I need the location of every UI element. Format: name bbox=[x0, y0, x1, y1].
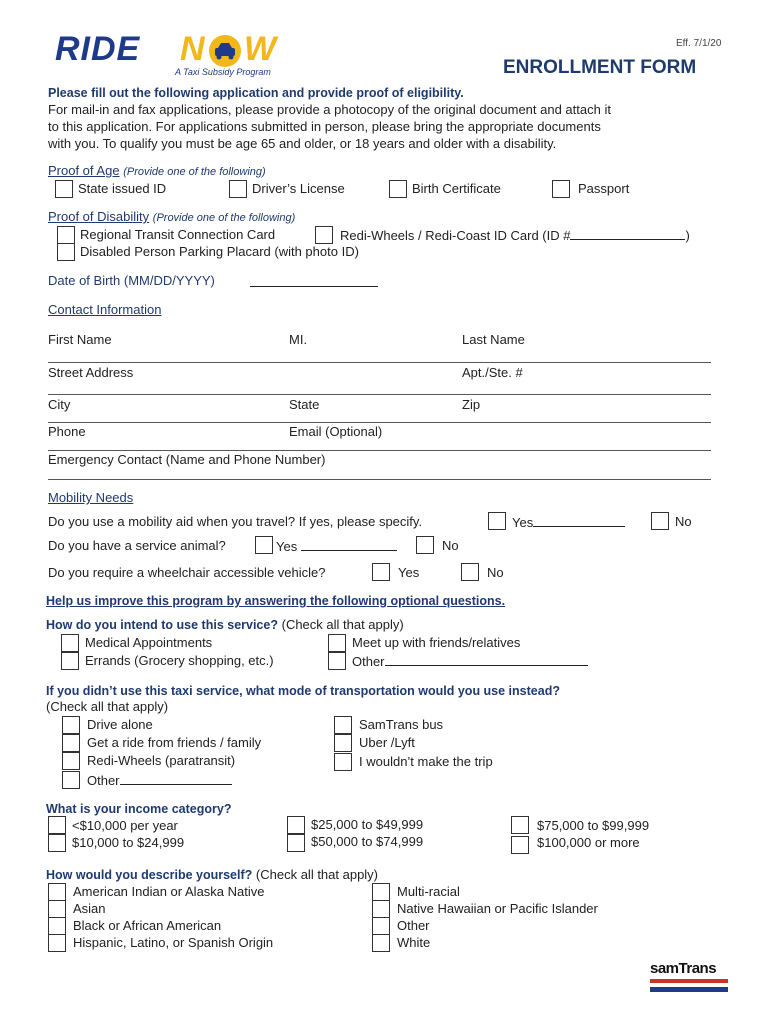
alt-none-label: I wouldn’t make the trip bbox=[359, 754, 493, 769]
mobility-aid-yes-checkbox[interactable] bbox=[488, 512, 506, 530]
income-75-100k-checkbox[interactable] bbox=[511, 816, 529, 834]
email-label: Email (Optional) bbox=[289, 424, 383, 439]
dob-label: Date of Birth (MM/DD/YYYY) bbox=[48, 273, 215, 288]
age-birth-certificate-checkbox[interactable] bbox=[389, 180, 407, 198]
emergency-input-line[interactable] bbox=[48, 479, 711, 480]
service-animal-yes-label: Yes bbox=[276, 538, 397, 555]
intro-line-2: to this application. For applications submitted in person, please bring the appropriate documents bbox=[48, 119, 601, 134]
phone-label: Phone bbox=[48, 424, 86, 439]
age-passport-checkbox[interactable] bbox=[552, 180, 570, 198]
alt-other-checkbox[interactable] bbox=[62, 771, 80, 789]
zip-label: Zip bbox=[462, 397, 481, 412]
eth-hispanic-checkbox[interactable] bbox=[48, 934, 66, 952]
alt-redi-label: Redi-Wheels (paratransit) bbox=[87, 753, 236, 768]
effective-date: Eff. 7/1/20 bbox=[676, 38, 722, 49]
alt-mode-hint: (Check all that apply) bbox=[46, 699, 169, 714]
disability-rtc-label: Regional Transit Connection Card bbox=[80, 227, 276, 242]
income-lt10k-label: <$10,000 per year bbox=[72, 818, 178, 833]
income-100k-plus-label: $100,000 or more bbox=[537, 835, 640, 850]
income-75-100k-label: $75,000 to $99,999 bbox=[537, 818, 650, 833]
age-drivers-license-checkbox[interactable] bbox=[229, 180, 247, 198]
eth-white-label: White bbox=[397, 935, 431, 950]
mobility-aid-question: Do you use a mobility aid when you travel? If yes, please specify. bbox=[48, 514, 423, 529]
intend-other-checkbox[interactable] bbox=[328, 652, 346, 670]
intend-medical-checkbox[interactable] bbox=[61, 634, 79, 652]
alt-bus-label: SamTrans bus bbox=[359, 717, 444, 732]
disability-rediwheels-checkbox[interactable] bbox=[315, 226, 333, 244]
alt-ride-label: Get a ride from friends / family bbox=[87, 735, 262, 750]
eth-american-indian-label: American Indian or Alaska Native bbox=[73, 884, 265, 899]
page-title: ENROLLMENT FORM bbox=[503, 57, 697, 78]
name-input-line[interactable] bbox=[48, 362, 711, 363]
proof-age-label: Proof of Age (Provide one of the following) bbox=[48, 163, 266, 178]
alt-redi-checkbox[interactable] bbox=[62, 752, 80, 770]
eth-multiracial-label: Multi-racial bbox=[397, 884, 460, 899]
disability-rediwheels-label: Redi-Wheels / Redi-Coast ID Card (ID # ) bbox=[340, 228, 690, 243]
intend-meet-checkbox[interactable] bbox=[328, 634, 346, 652]
wheelchair-yes-checkbox[interactable] bbox=[372, 563, 390, 581]
alt-drive-checkbox[interactable] bbox=[62, 716, 80, 734]
logo-now-n: N bbox=[180, 30, 205, 68]
dob-input[interactable] bbox=[250, 286, 378, 287]
income-50-75k-checkbox[interactable] bbox=[287, 834, 305, 852]
eth-hispanic-label: Hispanic, Latino, or Spanish Origin bbox=[73, 935, 274, 950]
service-animal-yes-checkbox[interactable] bbox=[255, 536, 273, 554]
alt-ride-checkbox[interactable] bbox=[62, 734, 80, 752]
logo-ride: RIDE bbox=[55, 30, 141, 68]
emergency-label: Emergency Contact (Name and Phone Number) bbox=[48, 452, 326, 467]
alt-none-checkbox[interactable] bbox=[334, 753, 352, 771]
intro-line-1: For mail-in and fax applications, please provide a photocopy of the original document and attach it bbox=[48, 102, 611, 117]
taxi-icon bbox=[206, 34, 244, 68]
mobility-heading: Mobility Needs bbox=[48, 490, 134, 505]
mobility-aid-no-checkbox[interactable] bbox=[651, 512, 669, 530]
logo-tagline: A Taxi Subsidy Program bbox=[175, 67, 271, 77]
age-drivers-license-label: Driver’s License bbox=[252, 181, 345, 196]
service-animal-no-label: No bbox=[442, 538, 459, 553]
eth-other-checkbox[interactable] bbox=[372, 917, 390, 935]
income-10-25k-label: $10,000 to $24,999 bbox=[72, 835, 185, 850]
wheelchair-no-checkbox[interactable] bbox=[461, 563, 479, 581]
alt-bus-checkbox[interactable] bbox=[334, 716, 352, 734]
income-10-25k-checkbox[interactable] bbox=[48, 834, 66, 852]
age-state-id-label: State issued ID bbox=[78, 181, 167, 196]
ethnicity-question: How would you describe yourself? (Check all that apply) bbox=[46, 867, 379, 882]
first-name-label: First Name bbox=[48, 332, 112, 347]
alt-uber-checkbox[interactable] bbox=[334, 734, 352, 752]
disability-rtc-checkbox[interactable] bbox=[57, 226, 75, 244]
intend-medical-label: Medical Appointments bbox=[85, 635, 213, 650]
eth-pacific-islander-checkbox[interactable] bbox=[372, 900, 390, 918]
income-50-75k-label: $50,000 to $74,999 bbox=[311, 834, 424, 849]
contact-heading: Contact Information bbox=[48, 302, 162, 317]
apt-label: Apt./Ste. # bbox=[462, 365, 523, 380]
logo-now-w: W bbox=[244, 30, 277, 68]
proof-disability-label: Proof of Disability (Provide one of the following) bbox=[48, 209, 296, 224]
age-birth-certificate-label: Birth Certificate bbox=[412, 181, 501, 196]
eth-black-checkbox[interactable] bbox=[48, 917, 66, 935]
eth-american-indian-checkbox[interactable] bbox=[48, 883, 66, 901]
income-question: What is your income category? bbox=[46, 802, 232, 816]
disability-placard-checkbox[interactable] bbox=[57, 243, 75, 261]
intend-meet-label: Meet up with friends/relatives bbox=[352, 635, 521, 650]
income-100k-plus-checkbox[interactable] bbox=[511, 836, 529, 854]
wheelchair-no-label: No bbox=[487, 565, 504, 580]
ridenow-logo bbox=[55, 30, 300, 80]
wheelchair-question: Do you require a wheelchair accessible vehicle? bbox=[48, 565, 326, 580]
alt-uber-label: Uber /Lyft bbox=[359, 735, 415, 750]
intend-errands-checkbox[interactable] bbox=[61, 652, 79, 670]
wheelchair-yes-label: Yes bbox=[398, 565, 420, 580]
eth-pacific-islander-label: Native Hawaiian or Pacific Islander bbox=[397, 901, 598, 916]
mobility-aid-yes-label: Yes bbox=[512, 514, 625, 531]
eth-white-checkbox[interactable] bbox=[372, 934, 390, 952]
city-label: City bbox=[48, 397, 71, 412]
eth-asian-label: Asian bbox=[73, 901, 106, 916]
intend-other-label: Other bbox=[352, 653, 588, 670]
mi-label: MI. bbox=[289, 332, 308, 347]
samtrans-logo bbox=[650, 960, 730, 996]
eth-asian-checkbox[interactable] bbox=[48, 900, 66, 918]
alt-other-label: Other bbox=[87, 772, 232, 789]
eth-black-label: Black or African American bbox=[73, 918, 222, 933]
income-25-50k-label: $25,000 to $49,999 bbox=[311, 817, 424, 832]
phone-input-line[interactable] bbox=[48, 450, 711, 451]
income-25-50k-checkbox[interactable] bbox=[287, 816, 305, 834]
age-state-id-checkbox[interactable] bbox=[55, 180, 73, 198]
age-passport-label: Passport bbox=[578, 181, 630, 196]
street-input-line[interactable] bbox=[48, 394, 711, 395]
samtrans-stripe-blue bbox=[650, 987, 728, 992]
samtrans-wordmark: samTrans bbox=[650, 960, 717, 977]
state-label: State bbox=[289, 397, 320, 412]
income-lt10k-checkbox[interactable] bbox=[48, 816, 66, 834]
samtrans-stripe-white bbox=[650, 984, 728, 986]
street-label: Street Address bbox=[48, 365, 134, 380]
last-name-label: Last Name bbox=[462, 332, 525, 347]
alt-mode-question: If you didn’t use this taxi service, what mode of transportation would you use instead? bbox=[46, 684, 560, 698]
intro-line-3: with you. To qualify you must be age 65 and older, or 18 years and older with a disability. bbox=[48, 136, 557, 151]
service-animal-question: Do you have a service animal? bbox=[48, 538, 226, 553]
intend-errands-label: Errands (Grocery shopping, etc.) bbox=[85, 653, 274, 668]
service-animal-no-checkbox[interactable] bbox=[416, 536, 434, 554]
eth-other-label: Other bbox=[397, 918, 430, 933]
samtrans-stripe-red bbox=[650, 979, 728, 983]
mobility-aid-no-label: No bbox=[675, 514, 692, 529]
optional-heading: Help us improve this program by answering the following optional questions. bbox=[46, 594, 506, 608]
disability-placard-label: Disabled Person Parking Placard (with photo ID) bbox=[80, 244, 359, 259]
intend-question: How do you intend to use this service? (Check all that apply) bbox=[46, 617, 404, 632]
eth-multiracial-checkbox[interactable] bbox=[372, 883, 390, 901]
alt-drive-label: Drive alone bbox=[87, 717, 153, 732]
city-input-line[interactable] bbox=[48, 422, 711, 423]
intro-heading: Please fill out the following application and provide proof of eligibility. bbox=[48, 86, 464, 100]
